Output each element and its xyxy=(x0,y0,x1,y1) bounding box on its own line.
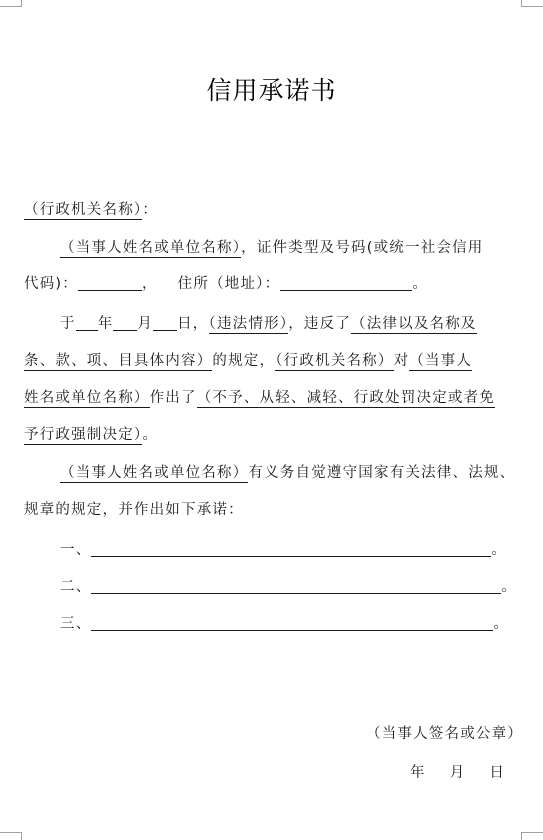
p2-line3 xyxy=(24,386,524,407)
p2-end: 。 xyxy=(142,427,159,443)
party-placeholder-2a: （当事人 xyxy=(409,353,473,369)
date-day: 日 xyxy=(489,765,506,781)
p1-line1 xyxy=(60,236,543,257)
p2-provision: 的规定， xyxy=(212,353,276,369)
commitment-1-blank[interactable] xyxy=(91,542,491,557)
commitment-item-3 xyxy=(60,612,543,633)
commitment-item-2 xyxy=(60,575,543,596)
p1-text1: ，证件类型及号码(或统一社会信用 xyxy=(241,240,484,256)
date-year: 年 xyxy=(410,765,426,781)
address-label: 住所（地址）： xyxy=(177,276,281,292)
party-placeholder-2b: 姓名或单位名称） xyxy=(24,390,150,406)
address-blank[interactable] xyxy=(280,276,412,291)
p2-line2 xyxy=(24,349,524,370)
signature-line xyxy=(366,722,523,743)
signature-placeholder: （当事人签名或公章） xyxy=(366,726,523,742)
commitment-3-blank[interactable] xyxy=(91,616,493,631)
p2-yu: 于 xyxy=(60,316,76,332)
p1-comma: ， xyxy=(141,276,158,292)
item-3-end: 。 xyxy=(493,616,510,632)
p3-line1 xyxy=(60,461,543,482)
p2-year: 年 xyxy=(97,316,114,332)
salutation-colon: ： xyxy=(142,202,159,218)
item-2-end: 。 xyxy=(501,579,518,595)
crop-mark-bl-h xyxy=(0,832,22,833)
month-blank[interactable] xyxy=(113,316,137,331)
p1-line2 xyxy=(24,272,524,293)
year-blank[interactable] xyxy=(76,316,98,331)
commitment-item-1 xyxy=(60,538,543,559)
p1-text2: 代码)： xyxy=(24,276,78,292)
crop-mark-tl-v xyxy=(21,0,22,7)
p2-line4 xyxy=(24,423,524,444)
law-placeholder-b: 条、款、项、目具体内容） xyxy=(24,353,213,369)
document-title: 信用承诺书 xyxy=(206,76,337,105)
party-placeholder: （当事人姓名或单位名称） xyxy=(60,240,242,256)
p2-dui: 对 xyxy=(393,353,410,369)
crop-mark-tr-v xyxy=(521,0,522,7)
p2-line1 xyxy=(60,312,543,333)
p2-day: 日， xyxy=(177,316,209,332)
crop-mark-br-h xyxy=(521,832,543,833)
agency-placeholder: （行政机关名称） xyxy=(24,202,143,218)
p2-violated: ，违反了 xyxy=(288,316,352,332)
p3-text1: 有义务自觉遵守国家有关法律、法规、 xyxy=(248,465,516,481)
agency-placeholder-2: （行政机关名称） xyxy=(275,353,394,369)
party-placeholder-3: （当事人姓名或单位名称） xyxy=(60,465,249,481)
decision-placeholder-b: 予行政强制决定） xyxy=(24,427,143,443)
crop-mark-tr-h xyxy=(521,6,543,7)
crop-mark-br-v xyxy=(521,832,522,840)
item-1-end: 。 xyxy=(491,542,508,558)
p3-line2 xyxy=(24,498,524,519)
p1-end: 。 xyxy=(412,276,429,292)
item-2-label: 二、 xyxy=(60,579,92,595)
p3-text2: 规章的规定，并作出如下承诺： xyxy=(24,502,244,518)
crop-mark-bl-v xyxy=(21,832,22,840)
item-1-label: 一、 xyxy=(60,542,92,558)
day-blank[interactable] xyxy=(153,316,177,331)
decision-placeholder-a: （不予、从轻、减轻、行政处罚决定或者免 xyxy=(196,390,496,406)
salutation-line xyxy=(24,198,524,219)
violation-placeholder: （违法情形） xyxy=(208,316,289,332)
p2-month: 月 xyxy=(137,316,154,332)
crop-mark-tl-h xyxy=(0,6,22,7)
date-month: 月 xyxy=(449,765,466,781)
law-placeholder-a: （法律以及名称及 xyxy=(351,316,477,332)
p2-made: 作出了 xyxy=(149,390,197,406)
commitment-2-blank[interactable] xyxy=(91,579,501,594)
date-line xyxy=(410,761,530,782)
item-3-label: 三、 xyxy=(60,616,92,632)
id-code-blank[interactable] xyxy=(78,276,142,291)
